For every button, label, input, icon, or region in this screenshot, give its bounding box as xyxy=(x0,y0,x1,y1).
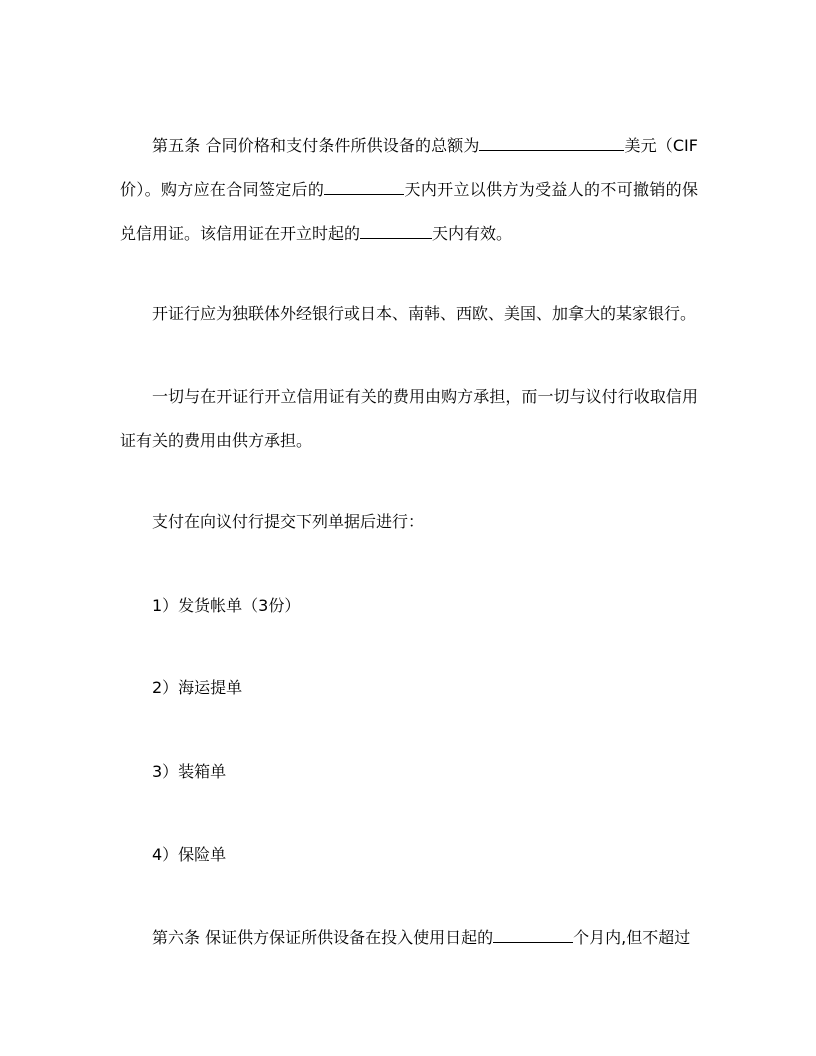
article-6-text-2: 个月内,但不超过 xyxy=(573,928,691,947)
fees-paragraph: 一切与在开证行开立信用证有关的费用由购方承担，而一切与议付行收取信用证有关的费用由供方承担。 xyxy=(120,387,698,450)
article-5-heading: 第五条 xyxy=(152,136,201,155)
article-6-text-1: 保证供方保证所供设备在投入使用日起的 xyxy=(205,928,494,947)
days-to-open-blank xyxy=(324,177,404,195)
document-list-item: 1）发货帐单（3份） xyxy=(152,596,301,615)
article-5-text-2: 美元（CIF价）。购方应在合同签定后的 xyxy=(120,136,698,199)
document-list-item: 3）装箱单 xyxy=(152,762,227,781)
issuing-bank-paragraph: 开证行应为独联体外经银行或日本、南韩、西欧、美国、加拿大的某家银行。 xyxy=(152,304,697,323)
article-5-text-1: 合同价格和支付条件所供设备的总额为 xyxy=(205,136,480,155)
document-list-item: 2）海运提单 xyxy=(152,678,243,697)
article-5-text-4: 天内有效。 xyxy=(432,224,513,243)
article-6-paragraph xyxy=(120,916,698,960)
article-5-paragraph xyxy=(120,124,698,256)
document-list-item: 4）保险单 xyxy=(152,845,227,864)
validity-days-blank xyxy=(360,221,432,239)
payment-intro-paragraph: 支付在向议付行提交下列单据后进行： xyxy=(152,512,425,531)
article-5-text-3: 天内开立以供方为受益人的不可撤销的保兑信用证。该信用证在开立时起的 xyxy=(120,180,698,243)
warranty-months-blank xyxy=(493,925,573,943)
total-amount-blank xyxy=(479,133,624,151)
article-6-heading: 第六条 xyxy=(152,928,201,947)
